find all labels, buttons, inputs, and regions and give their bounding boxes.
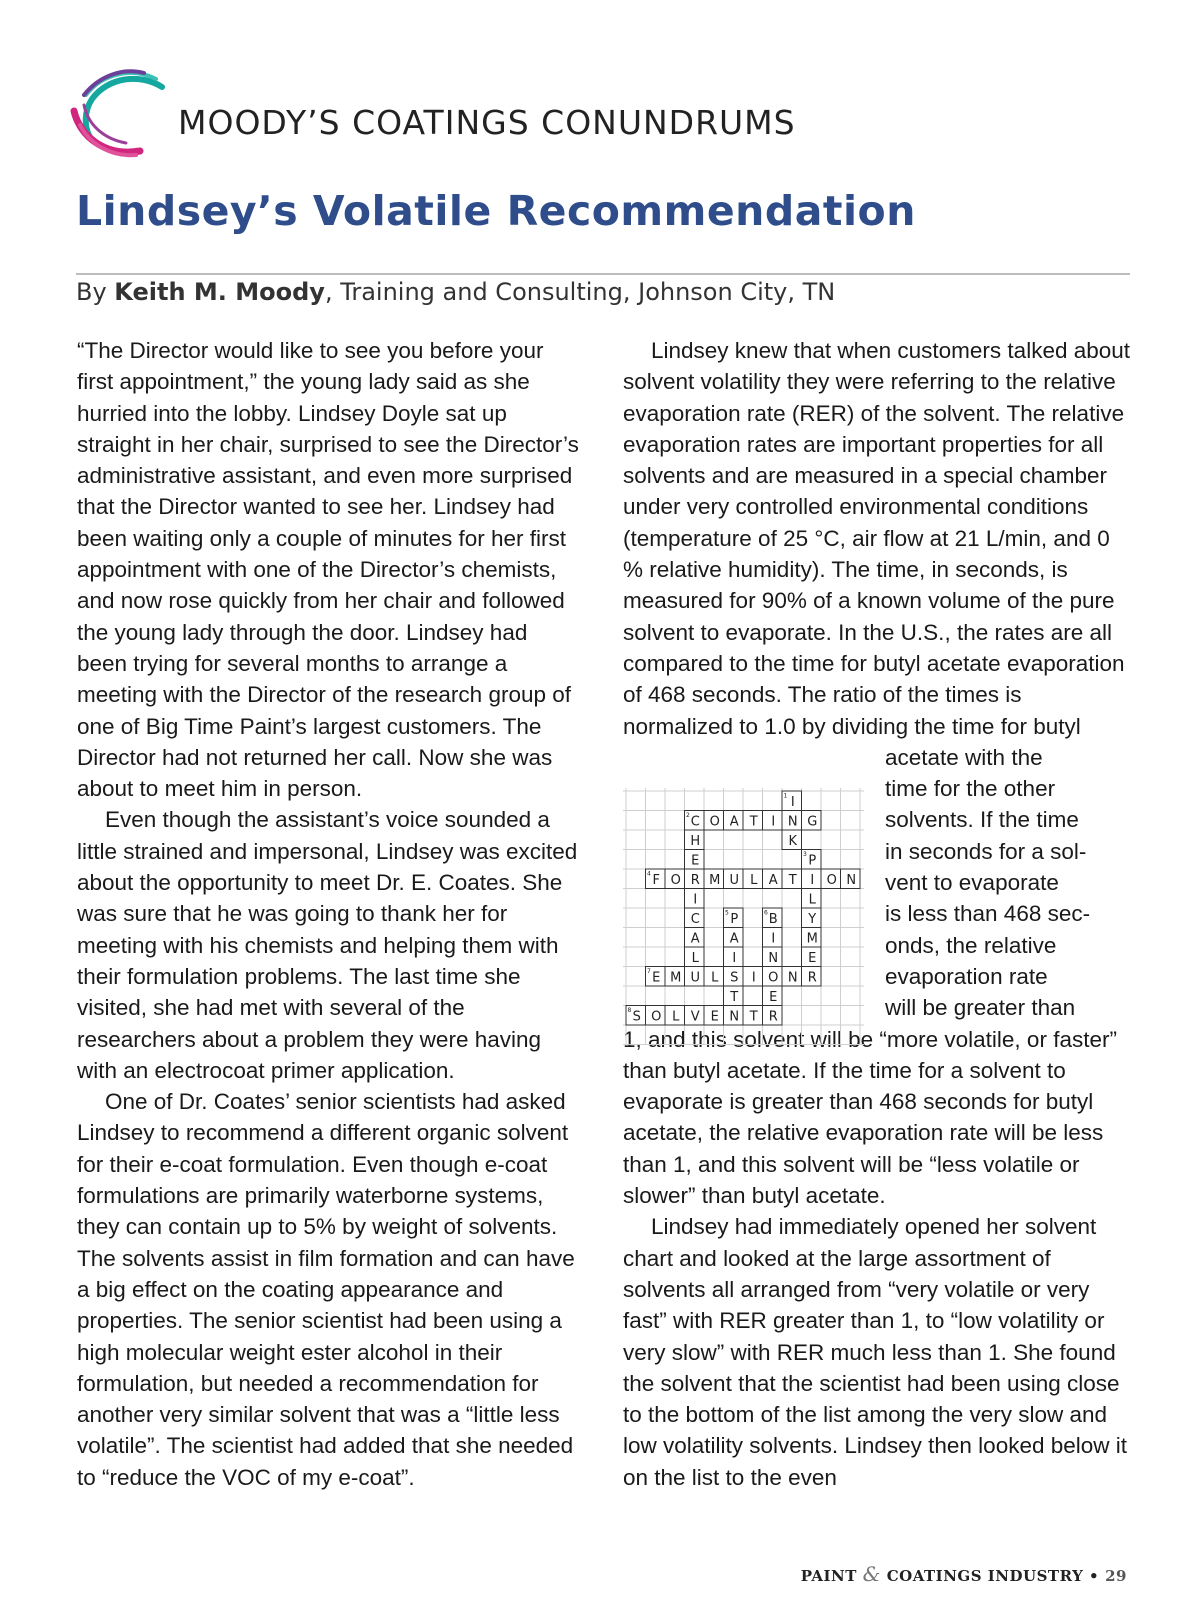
crossword-letter: N xyxy=(787,970,798,986)
magazine-logo xyxy=(70,65,170,165)
byline xyxy=(76,278,835,306)
crossword-letter: S xyxy=(730,970,739,986)
paragraph: 1, and this solvent will be “more volatile, or faster” than butyl acetate. If the time for a solvent to evaporate is greater than 468 seconds for butyl acetate, the relative evaporation rate will be less than 1, and this solvent will be “less volatile or slower” than butyl acetate. xyxy=(623,1026,1117,1209)
crossword-letter: M xyxy=(670,970,682,986)
article-title: Lindsey’s Volatile Recommendation xyxy=(76,187,916,235)
crossword-letter: V xyxy=(690,1009,700,1025)
page-number: 29 xyxy=(1105,1567,1127,1585)
crossword-letter: L xyxy=(672,1009,680,1025)
crossword-letter: O xyxy=(826,873,837,888)
publication-ampersand: & xyxy=(862,1562,881,1586)
crossword-number: 2 xyxy=(686,812,690,819)
crossword-letter: O xyxy=(768,970,779,986)
crossword-letter: I xyxy=(693,892,698,908)
crossword-letter: A xyxy=(729,931,739,947)
crossword-letter: R xyxy=(690,873,700,888)
crossword-letter: I xyxy=(771,931,776,947)
page-footer xyxy=(801,1562,1127,1586)
crossword-letter: L xyxy=(711,970,719,986)
wrap-line: is less than 468 sec- xyxy=(885,901,1091,927)
crossword-letter: H xyxy=(690,834,701,849)
crossword-number: 8 xyxy=(627,1007,632,1014)
crossword-number: 1 xyxy=(783,792,788,800)
crossword-letter: E xyxy=(652,970,661,986)
crossword-number: 4 xyxy=(647,870,651,878)
crossword-letter: A xyxy=(729,814,739,830)
publication-name-part1: PAINT xyxy=(800,1567,857,1585)
crossword-letter: I xyxy=(790,795,795,810)
crossword-letter: A xyxy=(768,873,778,888)
crossword-letter: E xyxy=(691,853,700,869)
crossword-letter: C xyxy=(690,912,700,927)
paragraph: Even though the assistant’s voice sounded a little strained and impersonal, Lindsey was excited about the opportunity to meet Dr. E. Coates. She was sure that he was going to thank her for meeting with his chemists and helping them with their formulation problems. The last time she visited, she had met with several of the researchers about a problem they were having with an electrocoat primer application. xyxy=(77,807,578,1083)
crossword-letter: I xyxy=(771,814,776,830)
crossword-letter: U xyxy=(729,873,740,888)
crossword-letter: C xyxy=(690,814,700,830)
footer-bullet: • xyxy=(1089,1567,1100,1585)
wrap-line: acetate with the xyxy=(885,744,1043,770)
crossword-letter: A xyxy=(690,931,700,947)
column-series-title: MOODY’S COATINGS CONUNDRUMS xyxy=(178,103,796,142)
crossword-letter: N xyxy=(768,951,779,966)
wrap-line: solvents. If the time xyxy=(885,807,1079,833)
crossword-number: 6 xyxy=(764,909,768,917)
paragraph: One of Dr. Coates’ senior scientists had asked Lindsey to recommend a different organic solvent for their e-coat formulation. Even though e-coat formulations are primarily waterborne systems, they can contain up to 5% by weight of solvents. The solvents assist in film formation and can have a big effect on the coating appearance and properties. The senior scientist had been using a high molecular weight ester alcohol in their formulation, but needed a recommendation for another very similar solvent that was a “little less volatile”. The scientist had added that she needed to “reduce the VOC of my e-coat”. xyxy=(77,1089,575,1490)
author-affiliation: , Training and Consulting, Johnson City, TN xyxy=(324,278,836,306)
crossword-letter: N xyxy=(846,873,857,888)
crossword-letter: N xyxy=(787,814,798,830)
wrap-line: vent to evaporate xyxy=(885,870,1059,896)
wrap-line: in seconds for a sol- xyxy=(885,838,1087,864)
wrap-line: onds, the relative xyxy=(885,932,1057,958)
crossword-letter: I xyxy=(810,873,815,888)
crossword-letter: T xyxy=(749,1009,758,1025)
crossword-letter: T xyxy=(788,873,797,888)
wrap-line: time for the other xyxy=(885,776,1056,802)
crossword-letter: L xyxy=(750,873,758,888)
crossword-letter: I xyxy=(732,951,737,966)
crossword-letter: M xyxy=(709,873,721,888)
crossword-letter: E xyxy=(710,1009,719,1025)
crossword-letter: E xyxy=(808,951,817,966)
wrap-line: will be greater than xyxy=(885,995,1076,1021)
title-divider xyxy=(76,273,1130,275)
crossword-letter: N xyxy=(729,1009,740,1025)
crossword-letter: R xyxy=(768,1009,778,1025)
crossword-puzzle xyxy=(623,788,891,1045)
crossword-letter: L xyxy=(691,951,699,966)
crossword-number: 3 xyxy=(803,851,807,858)
crossword-letter: G xyxy=(807,814,818,830)
crossword-letter: F xyxy=(652,873,660,888)
crossword-number: 7 xyxy=(647,968,651,975)
crossword-letter: O xyxy=(651,1009,662,1025)
crossword-letter: R xyxy=(807,970,817,986)
crossword-letter: K xyxy=(788,834,798,849)
crossword-letter: P xyxy=(808,853,817,869)
paragraph: “The Director would like to see you before your first appointment,” the young lady said as she hurried into the lobby. Lindsey Doyle sat up straight in her chair, surprised to see the Director’s administrative assistant, and even more surprised that the Director wanted to see her. Lindsey had been waiting only a couple of minutes for her first appointment with one of the Director’s chemists, and now rose quickly from her chair and followed the young lady through the door. Lindsey had been trying for several months to arrange a meeting with the Director of the research group of one of Big Time Paint’s largest customers. The Director had not returned her call. Now she was about to meet him in person. xyxy=(77,338,579,802)
crossword-letter: M xyxy=(806,931,818,947)
crossword-letter: E xyxy=(769,990,778,1005)
crossword-letter: U xyxy=(690,970,701,986)
wrap-line: evaporation rate xyxy=(885,963,1048,989)
crossword-letter: T xyxy=(749,814,758,830)
crossword-letter: Y xyxy=(808,912,817,927)
crossword-letter: S xyxy=(632,1009,641,1025)
crossword-letter: I xyxy=(751,970,756,986)
byline-prefix: By xyxy=(76,278,115,306)
crossword-letter: O xyxy=(709,814,720,830)
crossword-letter: B xyxy=(768,912,778,927)
author-name: Keith M. Moody xyxy=(114,278,325,306)
paragraph: Lindsey knew that when customers talked about solvent volatility they were referring to the relative evaporation rate (RER) of the solvent. The relative evaporation rates are important properties for all solvents and are measured in a special chamber under very controlled environmental conditions (temperature of 25 °C, air flow at 21 L/min, and 0 % relative humidity). The time, in seconds, is measured for 90% of a known volume of the pure solvent to evaporate. In the U.S., the rates are all compared to the time for butyl acetate evaporation of 468 seconds. The ratio of the times is normalized to 1.0 by dividing the time for butyl xyxy=(623,338,1131,739)
left-column xyxy=(77,335,582,1493)
crossword-letter: O xyxy=(670,873,681,888)
crossword-letter: L xyxy=(808,892,816,908)
paragraph: Lindsey had immediately opened her solvent chart and looked at the large assortment of solvents all arranged from “very volatile or very fast” with RER greater than 1, to “low volatility or very slow” with RER much less than 1. She found the solvent that the scientist had been using close to the bottom of the list among the very slow and low volatility solvents. Lindsey then looked below it on the list to the even xyxy=(623,1214,1128,1490)
publication-name-part2: COATINGS INDUSTRY xyxy=(886,1567,1084,1585)
crossword-letter: T xyxy=(730,990,739,1005)
crossword-number: 5 xyxy=(725,909,729,917)
crossword-letter: P xyxy=(730,912,739,927)
